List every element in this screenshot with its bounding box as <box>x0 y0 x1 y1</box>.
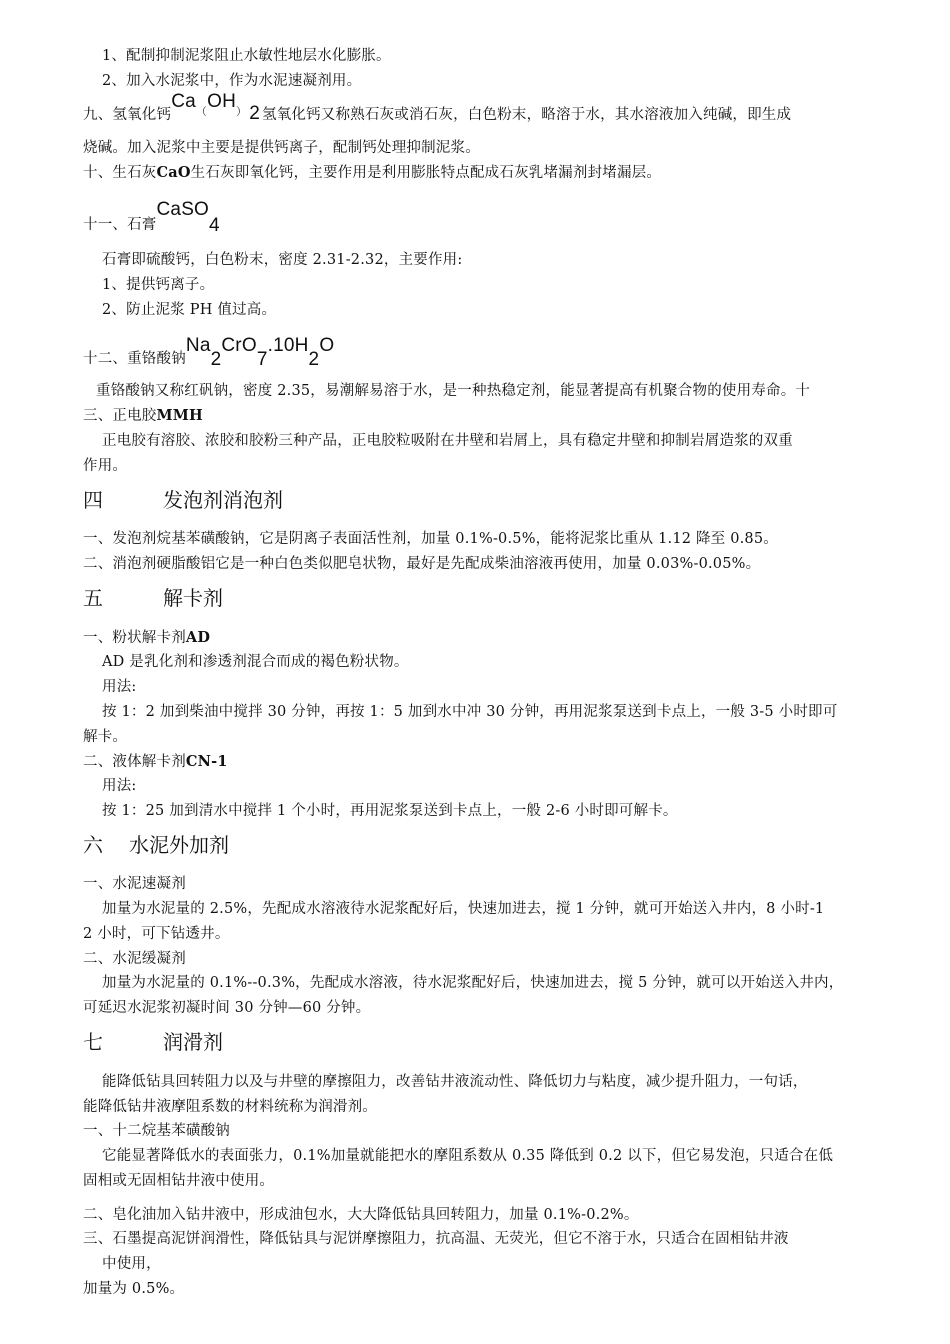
text-line: 固相或无固相钻井液中使用。 <box>83 1173 275 1189</box>
text-line: 1、提供钙离子。 <box>102 277 215 293</box>
formula-caso: CaSO <box>156 199 210 220</box>
item-label: 一、粉状解卡剂 <box>83 630 186 646</box>
heading-number: 四 <box>83 488 103 512</box>
section-cn1 <box>83 752 228 772</box>
text-line: 2、加入水泥浆中，作为水泥速凝剂用。 <box>102 73 362 89</box>
heading-number: 五 <box>83 586 103 610</box>
formula-subscript: 4 <box>209 215 220 236</box>
formula-subscript: 7 <box>256 349 268 370</box>
formula-subscript: 2 <box>249 103 260 124</box>
text-line: 一、发泡剂烷基苯磺酸钠，它是阴离子表面活性剂，加量 0.1%-0.5%，能将泥浆比重从 1.12 降至 0.85。 <box>83 531 778 547</box>
text-line: 用法: <box>102 679 137 695</box>
section-ad <box>83 628 210 648</box>
text-line: 中使用， <box>102 1256 161 1272</box>
formula-10h: .10H <box>267 335 309 356</box>
section-heading <box>83 585 223 611</box>
text-line: AD 是乳化剂和渗透剂混合而成的褐色粉状物。 <box>102 654 409 670</box>
text-line: 二、消泡剂硬脂酸铝它是一种白色类似肥皂状物，最好是先配成柴油溶液再使用，加量 0.03%-0.05%。 <box>83 556 761 572</box>
text-line: 加量为水泥量的 0.1%--0.3%，先配成水溶液，待水泥浆配好后，快速加进去，搅 5 分钟，就可以开始送入井内， <box>102 975 844 991</box>
formula-paren-open: （ <box>195 106 208 118</box>
formula-subscript: 2 <box>210 349 222 370</box>
text-line: 按 1：2 加到柴油中搅拌 30 分钟，再按 1：5 加到水中冲 30 分钟，再用泥浆泵送到卡点上，一般 3-5 小时即可 <box>102 704 838 720</box>
product-name: MMH <box>156 407 203 424</box>
heading-title: 发泡剂消泡剂 <box>163 488 283 512</box>
text-line: 用法: <box>102 778 137 794</box>
section-heading <box>83 1029 223 1055</box>
section-cao <box>83 163 661 183</box>
formula-o: O <box>319 335 335 356</box>
text-line: 一、水泥速凝剂 <box>83 876 186 892</box>
text-line: 加量为水泥量的 2.5%，先配成水溶液待水泥浆配好后，快速加进去，搅 1 分钟，就可开始送入井内，8 小时-1 <box>102 901 825 917</box>
formula-paren-close: ） <box>236 106 248 118</box>
item-label: 三、正电胶 <box>83 408 157 424</box>
item-label: 十、生石灰 <box>83 165 157 181</box>
section-ca-oh2 <box>83 91 792 134</box>
item-label: 二、液体解卡剂 <box>83 754 186 770</box>
heading-title: 润滑剂 <box>163 1030 223 1054</box>
formula-cao: CaO <box>156 164 191 181</box>
text-line: 正电胶有溶胶、浓胶和胶粉三种产品，正电胶粒吸附在井壁和岩屑上，具有稳定井壁和抑制岩屑造浆的双重 <box>102 433 793 449</box>
text-line: 能降低钻具回转阻力以及与井壁的摩擦阻力，改善钻井液流动性、降低切力与粘度，减少提升阻力，一句话， <box>102 1074 808 1090</box>
text-line: 2 小时，可下钻透井。 <box>83 926 230 942</box>
section-mmh <box>83 406 203 426</box>
formula-oh: OH <box>207 91 237 112</box>
text-line: 烧碱。加入泥浆中主要是提供钙离子，配制钙处理抑制泥浆。 <box>83 140 480 156</box>
formula-subscript: 2 <box>308 349 320 370</box>
item-label: 十二、重铬酸钠 <box>83 351 186 367</box>
text-line: 解卡。 <box>83 729 128 745</box>
formula-na: Na <box>185 335 211 356</box>
section-na2cr2o7 <box>83 335 335 377</box>
text-line: 二、皂化油加入钻井液中，形成油包水，大大降低钻具回转阻力，加量 0.1%-0.2%。 <box>83 1207 639 1223</box>
text-line: 2、防止泥浆 PH 值过高。 <box>102 302 277 318</box>
text-line: 可延迟水泥浆初凝时间 30 分钟—60 分钟。 <box>83 1000 371 1016</box>
product-name: CN-1 <box>185 753 228 770</box>
heading-title: 解卡剂 <box>163 586 223 610</box>
text-line: 生石灰即氧化钙，主要作用是利用膨胀特点配成石灰乳堵漏剂封堵漏层。 <box>190 165 662 181</box>
section-heading <box>83 487 283 513</box>
heading-title: 水泥外加剂 <box>129 833 229 857</box>
formula-ca: Ca <box>171 91 196 112</box>
text-line: 二、水泥缓凝剂 <box>83 951 186 967</box>
text-line: 三、石墨提高泥饼润滑性，降低钻具与泥饼摩擦阻力，抗高温、无荧光，但它不溶于水，只适合在固相钻井液 <box>83 1231 789 1247</box>
formula-cro: CrO <box>221 335 257 356</box>
text-line: 能降低钻井液摩阻系数的材料统称为润滑剂。 <box>83 1099 377 1115</box>
item-label: 九、氢氧化钙 <box>83 107 172 123</box>
section-caso4 <box>83 199 220 243</box>
text-line: 作用。 <box>83 458 128 474</box>
text-line: 重铬酸钠又称红矾钠，密度 2.35，易潮解易溶于水，是一种热稳定剂，能显著提高有机聚合物的使用寿命。十 <box>96 383 811 399</box>
heading-number: 七 <box>83 1030 103 1054</box>
text-line: 1、配制抑制泥浆阻止水敏性地层水化膨胀。 <box>102 48 391 64</box>
text-line: 它能显著降低水的表面张力，0.1%加量就能把水的摩阻系数从 0.35 降低到 0.2 以下，但它易发泡，只适合在低 <box>102 1148 834 1164</box>
text-line: 石膏即硫酸钙，白色粉末，密度 2.31-2.32，主要作用: <box>102 252 463 268</box>
text-line: 加量为 0.5%。 <box>83 1281 185 1297</box>
text-line: 氢氧化钙又称熟石灰或消石灰，白色粉末，略溶于水，其水溶液加入纯碱，即生成 <box>262 107 792 123</box>
item-label: 十一、石膏 <box>83 217 157 233</box>
heading-number: 六 <box>83 833 103 857</box>
product-name: AD <box>185 629 211 646</box>
section-heading <box>83 832 229 858</box>
text-line: 按 1：25 加到清水中搅拌 1 个小时，再用泥浆泵送到卡点上，一般 2-6 小时即可解卡。 <box>102 803 678 819</box>
text-line: 一、十二烷基苯磺酸钠 <box>83 1123 230 1139</box>
